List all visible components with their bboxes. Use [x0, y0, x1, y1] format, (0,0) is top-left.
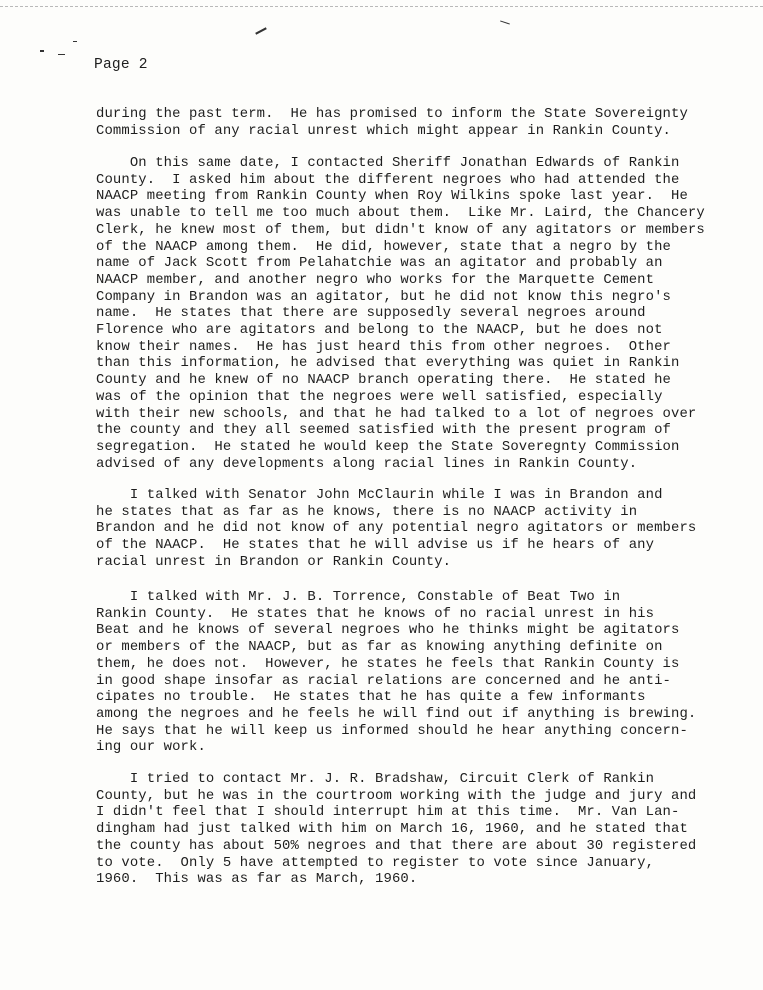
- paragraph-constable-torrence: [96, 589, 756, 756]
- text-line: I talked with Senator John McClaurin while I was in Brandon and: [96, 487, 663, 503]
- text-line: I talked with Mr. J. B. Torrence, Constable of Beat Two in: [96, 589, 621, 605]
- text-line: Beat and he knows of several negroes who he thinks might be agitators: [96, 622, 680, 639]
- text-line: during the past term. He has promised to inform the State Sovereignty: [96, 106, 688, 122]
- text-line: them, he does not. However, he states he feels that Rankin County is: [96, 655, 680, 672]
- text-line: among the negroes and he feels he will find out if anything is brewing.: [96, 705, 697, 722]
- text-line: Clerk, he knew most of them, but didn't know of any agitators or members: [96, 221, 705, 238]
- text-line: I tried to contact Mr. J. R. Bradshaw, Circuit Clerk of Rankin: [96, 771, 655, 787]
- text-line: Florence who are agitators and belong to the NAACP, but he does not: [96, 322, 663, 339]
- scan-mark: [40, 50, 44, 52]
- scan-mark: [73, 41, 77, 42]
- text-line: Commission of any racial unrest which might appear in Rankin County.: [96, 122, 671, 139]
- paragraph-senator-mcclaurin: [96, 487, 756, 571]
- text-line: or members of the NAACP, but as far as knowing anything definite on: [96, 639, 663, 656]
- text-line: County. I asked him about the different negroes who had attended the: [96, 171, 680, 188]
- text-line: County, but he was in the courtroom working with the judge and jury and: [96, 787, 697, 804]
- text-line: the county and they all seemed satisfied with the present program of: [96, 422, 671, 439]
- text-line: in good shape insofar as racial relations are concerned and he anti-: [96, 672, 671, 689]
- text-line: ing our work.: [96, 739, 206, 756]
- text-line: Rankin County. He states that he knows of no racial unrest in his: [96, 605, 655, 622]
- text-line: On this same date, I contacted Sheriff Jonathan Edwards of Rankin: [96, 155, 680, 171]
- text-line: he states that as far as he knows, there is no NAACP activity in: [96, 503, 638, 520]
- text-line: was of the opinion that the negroes were well satisfied, especially: [96, 388, 663, 405]
- text-line: was unable to tell me too much about them. Like Mr. Laird, the Chancery: [96, 205, 705, 222]
- text-line: of the NAACP among them. He did, however, state that a negro by the: [96, 238, 671, 255]
- text-line: He says that he will keep us informed should he hear anything concern-: [96, 722, 688, 739]
- text-line: NAACP meeting from Rankin County when Roy Wilkins spoke last year. He: [96, 188, 688, 205]
- page-number: Page 2: [94, 57, 148, 73]
- text-line: NAACP member, and another negro who works for the Marquette Cement: [96, 271, 655, 288]
- text-line: racial unrest in Brandon or Rankin County.: [96, 553, 452, 570]
- scan-mark: [255, 27, 267, 34]
- paragraph-continuation: [96, 106, 756, 139]
- text-line: Brandon and he did not know of any potential negro agitators or members: [96, 520, 697, 537]
- text-line: name. He states that there are supposedly several negroes around: [96, 305, 646, 322]
- paragraph-sheriff-edwards: [96, 155, 756, 472]
- text-line: than this information, he advised that everything was quiet in Rankin: [96, 355, 680, 372]
- text-line: advised of any developments along racial lines in Rankin County.: [96, 455, 638, 472]
- text-line: name of Jack Scott from Pelahatchie was an agitator and probably an: [96, 255, 663, 272]
- text-line: County and he knew of no NAACP branch operating there. He stated he: [96, 372, 671, 389]
- text-line: cipates no trouble. He states that he has quite a few informants: [96, 689, 646, 706]
- text-line: to vote. Only 5 have attempted to register to vote since January,: [96, 854, 655, 871]
- paragraph-clerk-bradshaw: [96, 771, 756, 888]
- text-line: the county has about 50% negroes and that there are about 30 registered: [96, 837, 697, 854]
- text-line: Company in Brandon was an agitator, but he did not know this negro's: [96, 288, 671, 305]
- text-line: segregation. He stated he would keep the State Soveregnty Commission: [96, 438, 680, 455]
- text-line: know their names. He has just heard this from other negroes. Other: [96, 338, 671, 355]
- text-line: dingham had just talked with him on March 16, 1960, and he stated that: [96, 821, 688, 838]
- text-line: 1960. This was as far as March, 1960.: [96, 871, 418, 888]
- scan-mark: [500, 20, 510, 24]
- page-top-edge: [0, 6, 763, 7]
- scan-mark: [58, 54, 65, 55]
- text-line: I didn't feel that I should interrupt him at this time. Mr. Van Lan-: [96, 804, 680, 821]
- text-line: of the NAACP. He states that he will advise us if he hears of any: [96, 537, 655, 554]
- text-line: with their new schools, and that he had talked to a lot of negroes over: [96, 405, 697, 422]
